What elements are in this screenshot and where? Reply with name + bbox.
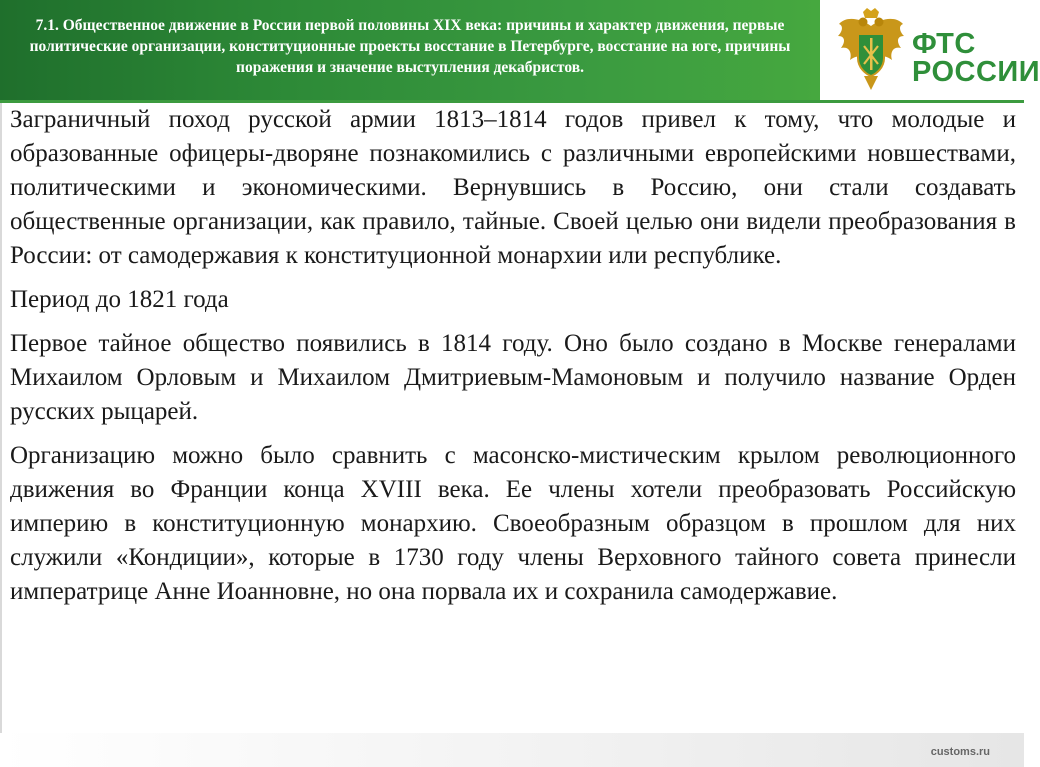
slide-footer [0,733,1024,767]
slide-header [0,0,820,100]
paragraph-1: Заграничный поход русской армии 1813–1814 годов привел к тому, что молодые и образованные офицеры-дворяне познакомились с различными европейскими новшествами, политическими и экономическими. Вернувшись в Россию, они стали создавать общественные организации, как правило, тайные. Своей целью они видели преобразования в России: от самодержавия к конституционной монархии или республике. [10,106,1016,269]
paragraph-4: Организацию можно было сравнить с масонско-мистическим крылом революционного движения во Франции конца XVIII века. Ее члены хотели преобразовать Российскую империю в конституционную монархию. Своеобразным образцом в прошлом для них служили «Кондиции», которые в 1730 году члены Верховного тайного совета принесли императрице Анне Иоанновне, но она порвала их и сохранила самодержавие. [10,442,1016,605]
slide-body [10,103,1016,619]
left-border [0,103,2,733]
logo-line2: РОССИИ [912,56,1040,88]
double-headed-eagle-emblem-icon [836,6,906,92]
paragraph-3: Первое тайное общество появились в 1814 году. Оно было создано в Москве генералами Михаилом Орловым и Михаилом Дмитриевым-Мамоновым и получило название Орден русских рыцарей. [10,330,1016,425]
logo-text [912,30,1040,86]
logo-line1: ФТС [912,28,976,60]
slide-title: 7.1. Общественное движение в России первой половины XIX века: причины и характер движения, первые политические организации, конституционные проекты восстание в Петербурге, восстание на юге, причины поражения и значение выступления декабристов. [29,16,791,76]
footer-site: customs.ru [930,746,990,758]
paragraph-2: Период до 1821 года [10,286,229,313]
fts-logo [820,0,1040,100]
